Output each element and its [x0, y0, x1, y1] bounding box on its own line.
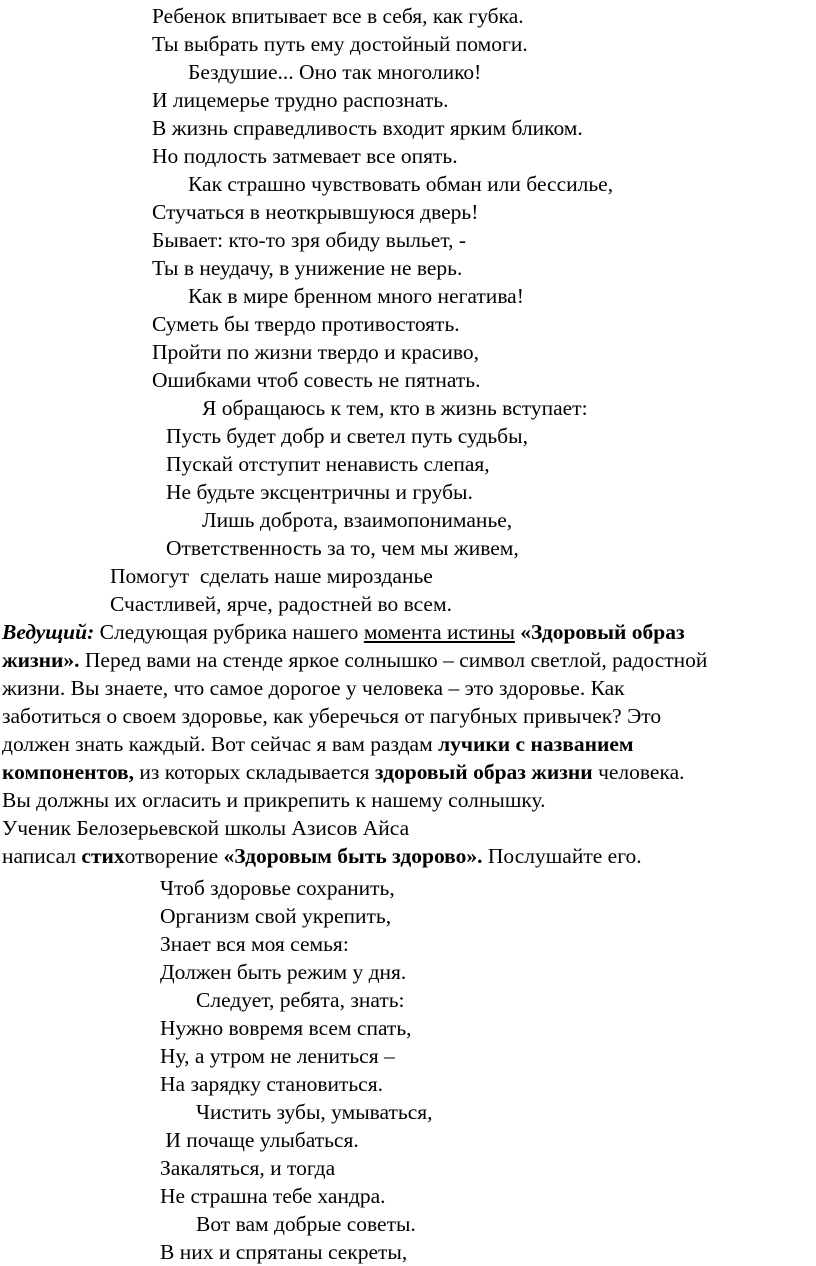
prose-line: жизни. Вы знаете, что самое дорогое у человека – это здоровье. Как [2, 676, 625, 700]
poem-line: Ты в неудачу, в унижение не верь. [152, 256, 463, 280]
prose-line: Вы должны их огласить и прикрепить к нашему солнышку. [2, 788, 546, 812]
poem-line: Знает вся моя семья: [160, 932, 349, 956]
poem-line: Ребенок впитывает все в себя, как губка. [152, 4, 524, 28]
poem-title: «Здоровым быть здорово». [223, 844, 483, 868]
poem-line: Ошибками чтоб совесть не пятнать. [152, 368, 481, 392]
host-label: Ведущий: [2, 620, 95, 644]
poem-line: Счастливей, ярче, радостней во всем. [110, 592, 452, 616]
poem-line: Не будьте эксцентричны и грубы. [166, 480, 473, 504]
poem-line: Должен быть режим у дня. [160, 960, 407, 984]
poem-line: Суметь бы твердо противостоять. [152, 312, 460, 336]
poem-line: Ты выбрать путь ему достойный помоги. [152, 32, 528, 56]
prose-line: жизни». Перед вами на стенде яркое солнышко – символ светлой, радостной [2, 648, 708, 672]
poem-line: И лицемерье трудно распознать. [152, 88, 449, 112]
moment-of-truth: момента истины [363, 620, 515, 644]
poem-line: Пройти по жизни твердо и красиво, [152, 340, 479, 364]
poem-line: В жизнь справедливость входит ярким бликом. [152, 116, 583, 140]
prose-line: Ведущий: Следующая рубрика нашего момента истины «Здоровый образ [2, 620, 685, 644]
poem-line: Как страшно чувствовать обман или бессилье, [188, 172, 614, 196]
poem-line: Ответственность за то, чем мы живем, [166, 536, 519, 560]
poem-line: И почаще улыбаться. [160, 1128, 359, 1152]
poem-line: Но подлость затмевает все опять. [152, 144, 458, 168]
poem-line: Закаляться, и тогда [160, 1156, 336, 1180]
poem-line: Чтоб здоровье сохранить, [160, 876, 395, 900]
poem-line: На зарядку становиться. [160, 1072, 383, 1096]
poem-line: Бездушие... Оно так многолико! [188, 60, 482, 84]
host-paragraph [2, 618, 814, 870]
poem-line: Помогут сделать наше мирозданье [110, 564, 433, 588]
poem-line: Не страшна тебе хандра. [160, 1184, 386, 1208]
prose-line: должен знать каждый. Вот сейчас я вам раздам лучики с названием [2, 732, 634, 756]
poem-line: Пускай отступит ненависть слепая, [166, 452, 490, 476]
poem-line: Организм свой укрепить, [160, 904, 392, 928]
poem-line: Чистить зубы, умываться, [196, 1100, 433, 1124]
prose-line: написал стихотворение «Здоровым быть здорово». Послушайте его. [2, 844, 642, 868]
poem-line: Бывает: кто-то зря обиду выльет, - [152, 228, 467, 252]
prose-line: компонентов, из которых складывается здоровый образ жизни человека. [2, 760, 685, 784]
rubric-title: «Здоровый образ [520, 620, 685, 644]
poem-line: Нужно вовремя всем спать, [160, 1016, 412, 1040]
poem-line: Следует, ребята, знать: [196, 988, 405, 1012]
poem-line: Ну, а утром не лениться – [160, 1044, 395, 1068]
poem-line: Стучаться в неоткрывшуюся дверь! [152, 200, 479, 224]
poem-line: Как в мире бренном много негатива! [188, 284, 524, 308]
poem-line: Вот вам добрые советы. [196, 1212, 416, 1236]
poem-line: Лишь доброта, взаимопониманье, [202, 508, 513, 532]
poem-line: Пусть будет добр и светел путь судьбы, [166, 424, 528, 448]
poem-line: В них и спрятаны секреты, [160, 1240, 408, 1264]
poem-line: Я обращаюсь к тем, кто в жизнь вступает: [202, 396, 588, 420]
prose-line: заботиться о своем здоровье, как уберечься от пагубных привычек? Это [2, 704, 662, 728]
prose-line: Ученик Белозерьевской школы Азисов Айса [2, 816, 410, 840]
